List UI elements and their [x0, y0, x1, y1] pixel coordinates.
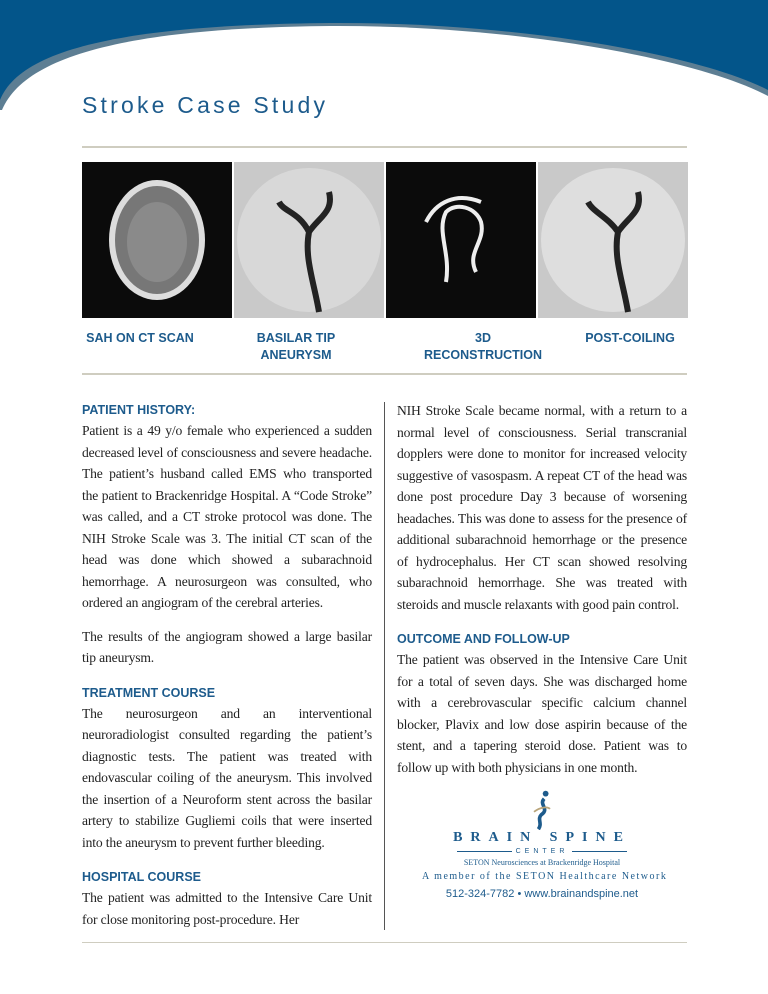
image-caption: POST-COILING	[585, 331, 675, 345]
page-title: Stroke Case Study	[82, 92, 329, 118]
3d-reconstruction-image	[386, 162, 536, 318]
ct-scan-image	[82, 162, 232, 318]
left-column	[82, 400, 372, 942]
seton-line: SETON Neurosciences at Brackenridge Hospital	[463, 858, 621, 867]
divider	[82, 942, 687, 943]
paragraph: The patient was observed in the Intensive Care Unit for a total of seven days. She was discharged home with a cerebrovascular specific calcium channel blocker, Plavix and low dose aspirin because of the stent, and a tapering steroid dose. Patient was to follow up with both physicians in one month.	[397, 652, 687, 775]
divider	[82, 146, 687, 148]
right-column	[397, 400, 687, 900]
contact-info[interactable]: 512-324-7782 • www.brainandspine.net	[445, 888, 639, 900]
paragraph: The results of the angiogram showed a large basilar tip aneurysm.	[82, 628, 372, 665]
divider	[82, 373, 687, 375]
column-divider	[384, 402, 385, 930]
paragraph: NIH Stroke Scale became normal, with a return to a normal level of consciousness. Serial transcranial dopplers were done to monitor for increased velocity suggestive of vasospasm. A repeat CT of the head was done post procedure Day 3 because of worsening headaches. This was done to assess for the presence of additional subarachnoid hemorrhage or the presence of hydrocephalus. Her CT scan showed resolving subarachnoid hemorrhage. She was treated with steroids and muscle relaxants with good pain control.	[397, 403, 687, 612]
image-caption: SAH ON CT SCAN	[86, 331, 194, 345]
image-strip	[82, 162, 688, 318]
post-coiling-image	[538, 162, 688, 318]
angiogram-image	[234, 162, 384, 318]
section-heading: OUTCOME AND FOLLOW-UP	[397, 632, 570, 646]
paragraph: Patient is a 49 y/o female who experienced a sudden decreased level of consciousness and severe headache. The patient’s husband called EMS who transported the patient to Brackenridge Hospital. A “Code Stroke” was called, and a CT stroke protocol was done. The NIH Stroke Scale was 3. The initial CT scan of the head was done which showed a subarachnoid hemorrhage. A neurosurgeon was consulted, who ordered an angiogram of the cerebral arteries.	[82, 423, 372, 610]
brand-name: BRAIN SPINE	[453, 830, 631, 845]
section-heading: PATIENT HISTORY:	[82, 403, 196, 417]
spine-figure-icon	[527, 790, 557, 830]
brand-center: CENTER	[422, 848, 662, 855]
section-heading: HOSPITAL COURSE	[82, 870, 201, 884]
paragraph: The patient was admitted to the Intensive Care Unit for close monitoring post-procedure. Her	[82, 890, 372, 927]
member-line: A member of the SETON Healthcare Network	[422, 871, 668, 882]
image-caption: 3D RECONSTRUCTION	[423, 331, 543, 362]
brain-spine-logo	[422, 790, 668, 900]
image-caption: BASILAR TIP ANEURYSM	[256, 331, 336, 362]
section-heading: TREATMENT COURSE	[82, 685, 216, 700]
paragraph: The neurosurgeon and an interventional neuroradiologist consulted regarding the patient’s diagnostic tests. The patient was treated with endovascular coiling of the aneurysm. This involved the insertion of a Neuroform stent across the basilar artery to stabilize Gugliemi coils that were inserted into the aneurysm to prevent further bleeding.	[82, 705, 372, 850]
